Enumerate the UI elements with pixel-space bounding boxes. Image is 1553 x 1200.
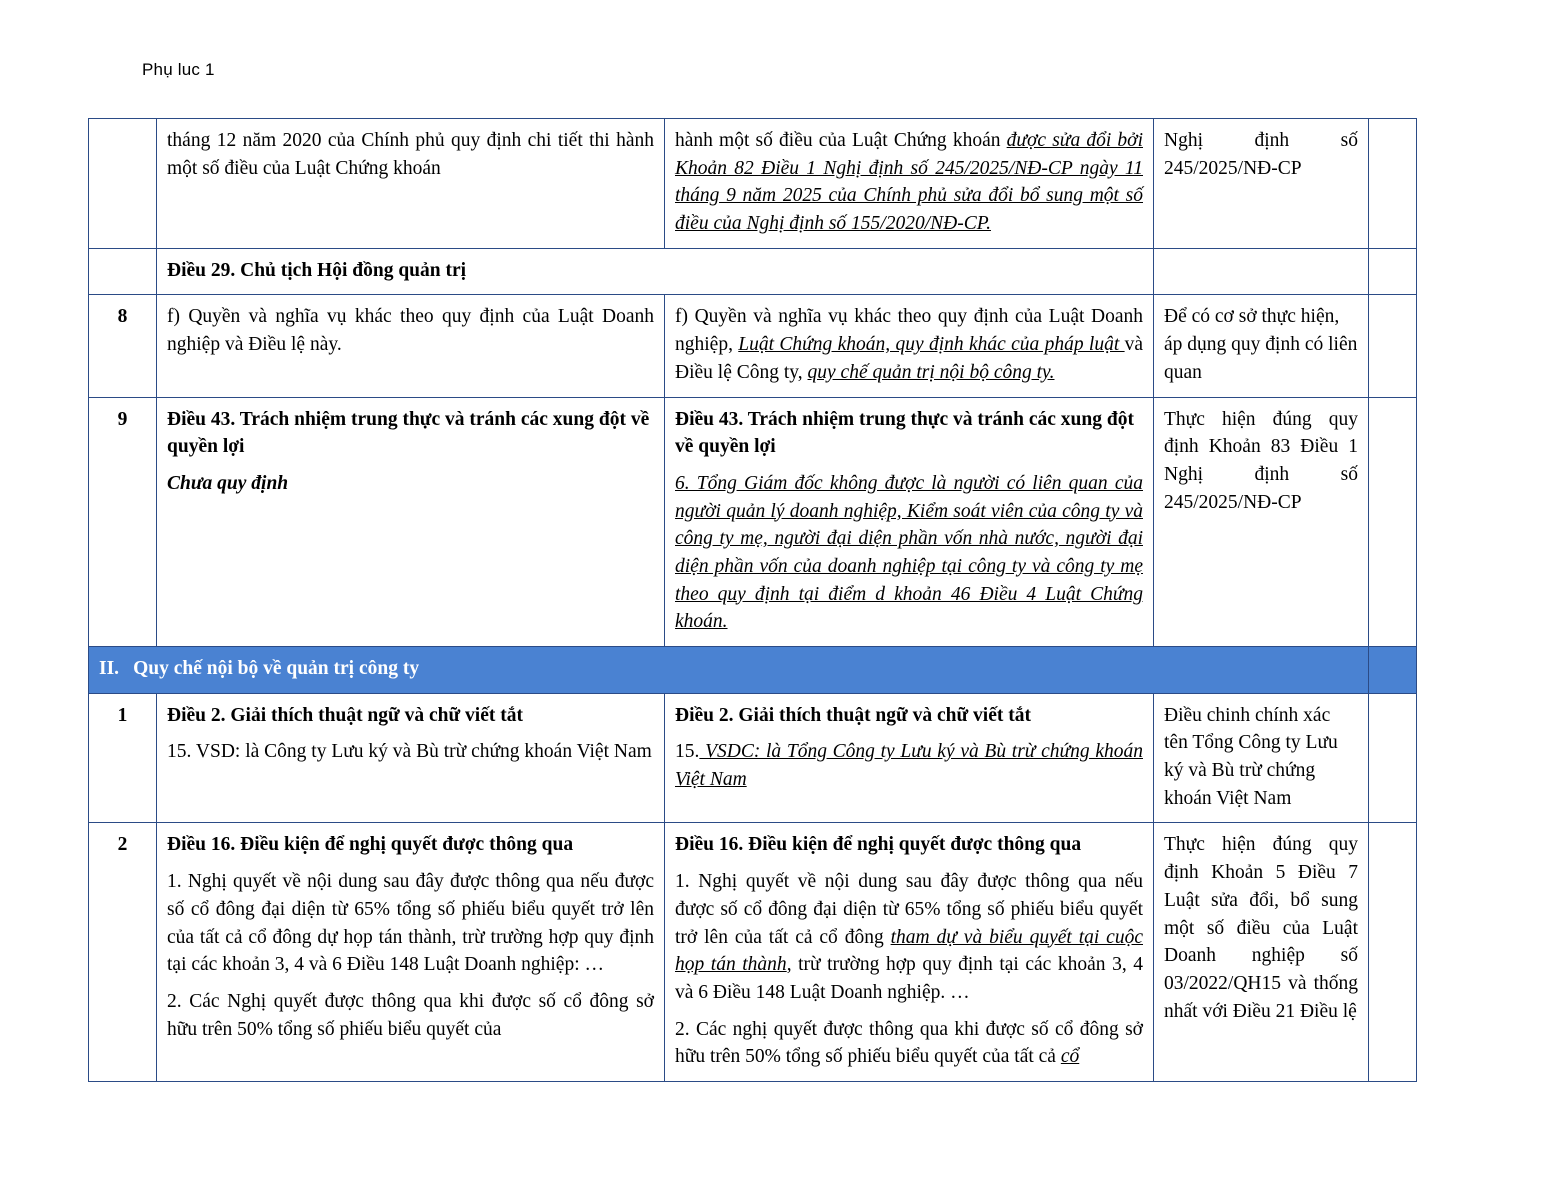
new-text-plain: , trừ trường hợp quy định tại các khoản 3, 4 và 6 Điều 148 Luật Doanh nghiệp. … xyxy=(675,954,1143,1003)
row-number xyxy=(89,248,157,295)
cell-new-content xyxy=(665,295,1154,397)
row-number: 1 xyxy=(89,693,157,823)
row-number xyxy=(89,119,157,249)
cell-new-content xyxy=(665,693,1154,823)
cell-old-content xyxy=(157,119,665,249)
comparison-table xyxy=(88,118,1417,1082)
new-text-inserted: tham dự và biểu quyết tại cuộc họp tán thành xyxy=(675,926,1143,976)
table-row xyxy=(89,693,1417,823)
cell-note xyxy=(1154,295,1369,397)
section-title: Quy chế nội bộ về quản trị công ty xyxy=(133,658,420,679)
new-paragraph xyxy=(675,470,1143,636)
cell-old-content xyxy=(157,693,665,823)
old-paragraph: 1. Nghị quyết về nội dung sau đây được thông qua nếu được số cổ đông đại diện từ 65% tổng số phiếu biểu quyết trở lên của tất cả cổ đông dự họp tán thành, trừ trường hợp quy định tại các khoản 3, 4 và 6 Điều 148 Luật Doanh nghiệp: … xyxy=(167,871,654,976)
section-number: II. xyxy=(99,658,120,679)
cell-spacer xyxy=(1369,647,1417,694)
table-row-section-band xyxy=(89,647,1417,694)
new-text-inserted: quy chế quản trị nội bộ công ty. xyxy=(807,361,1055,383)
new-text-plain: f) Quyền và nghĩa vụ khác theo quy định của Luật Doanh nghiệp, xyxy=(675,306,1143,356)
row-number: 9 xyxy=(89,397,157,647)
old-paragraph: tháng 12 năm 2020 của Chính phủ quy định chi tiết thi hành một số điều của Luật Chứng khoán xyxy=(167,130,654,179)
row-number: 8 xyxy=(89,295,157,397)
cell-note xyxy=(1154,119,1369,249)
old-article-heading: Điều 16. Điều kiện để nghị quyết được thông qua xyxy=(167,834,574,856)
cell-note xyxy=(1154,823,1369,1082)
new-paragraph xyxy=(675,303,1143,386)
old-article-heading: Điều 2. Giải thích thuật ngữ và chữ viết tắt xyxy=(167,704,523,726)
table-row xyxy=(89,823,1417,1082)
old-paragraph: 2. Các Nghị quyết được thông qua khi được số cổ đông sở hữu trên 50% tổng số phiếu biểu quyết của xyxy=(167,990,654,1040)
article-heading: Điều 29. Chủ tịch Hội đồng quản trị xyxy=(167,259,467,281)
new-article-heading: Điều 43. Trách nhiệm trung thực và tránh các xung đột về quyền lợi xyxy=(675,408,1134,458)
cell-spacer xyxy=(1369,823,1417,1082)
new-text-inserted: được sửa đổi bởi Khoản 82 Điều 1 Nghị định số 245/2025/NĐ-CP ngày 11 tháng 9 năm 2025 của Chính phủ sửa đổi bổ sung một số điều của Nghị định số 155/2020/NĐ-CP. xyxy=(675,130,1143,235)
cell-spacer xyxy=(1369,397,1417,647)
note-text: Để có cơ sở thực hiện, áp dụng quy định có liên quan xyxy=(1164,306,1358,383)
cell-new-content xyxy=(665,397,1154,647)
note-text: Thực hiện đúng quy định Khoản 83 Điều 1 Nghị định số 245/2025/NĐ-CP xyxy=(1164,408,1358,513)
new-text-plain: 2. Các nghị quyết được thông qua khi được số cổ đông sở hữu trên 50% tổng số phiếu biểu quyết của tất cả xyxy=(675,1018,1143,1068)
old-paragraph: 15. VSD: là Công ty Lưu ký và Bù trừ chứng khoán Việt Nam xyxy=(167,741,652,763)
new-text-inserted: VSDC: là Tổng Công ty Lưu ký và Bù trừ chứng khoán Việt Nam xyxy=(675,741,1143,791)
cell-old-content xyxy=(157,823,665,1082)
table-row xyxy=(89,119,1417,249)
note-text: Thực hiện đúng quy định Khoản 5 Điều 7 Luật sửa đổi, bổ sung một số điều của Luật Doanh nghiệp số 03/2022/QH15 và thống nhất với Điều 21 Điều lệ xyxy=(1164,834,1358,1022)
table-row xyxy=(89,397,1417,647)
table-row xyxy=(89,295,1417,397)
article-heading-cell xyxy=(157,248,1154,295)
note-text: Điều chinh chính xác tên Tổng Công ty Lưu ký và Bù trừ chứng khoán Việt Nam xyxy=(1164,704,1338,809)
new-text-inserted: 6. Tổng Giám đốc không được là người có liên quan của người quản lý doanh nghiệp, Kiểm soát viên của công ty và công ty mẹ, người đại diện phần vốn nhà nước, người đại diện phần vốn của doanh nghiệp tại công ty và công ty mẹ theo quy định tại điểm d khoản 46 Điều 4 Luật Chứng khoán. xyxy=(675,472,1143,633)
new-text-plain: 15. xyxy=(675,741,700,763)
cell-old-content xyxy=(157,397,665,647)
note-text: Nghị định số 245/2025/NĐ-CP xyxy=(1164,130,1358,179)
new-text-plain: và Điều lệ Công ty, xyxy=(675,334,1143,383)
new-text-inserted: Luật Chứng khoán, quy định khác của pháp luật xyxy=(738,334,1125,356)
new-text-inserted: cổ xyxy=(1060,1046,1080,1068)
page-title: Phụ luc 1 xyxy=(142,60,215,79)
cell-new-content xyxy=(665,119,1154,249)
cell-note xyxy=(1154,248,1369,295)
cell-spacer xyxy=(1369,119,1417,249)
old-article-heading: Điều 43. Trách nhiệm trung thực và tránh các xung đột về quyền lợi xyxy=(167,408,650,458)
cell-spacer xyxy=(1369,693,1417,823)
row-number: 2 xyxy=(89,823,157,1082)
section-band-cell xyxy=(89,647,1369,694)
new-text-plain: 1. Nghị quyết về nội dung sau đây được thông qua nếu được số cổ đông đại diện từ 65% tổng số phiếu biểu quyết trở lên của tất cả cổ đông xyxy=(675,871,1143,948)
new-paragraph xyxy=(675,127,1143,238)
new-paragraph xyxy=(675,1016,1143,1071)
cell-note xyxy=(1154,693,1369,823)
old-paragraph: f) Quyền và nghĩa vụ khác theo quy định của Luật Doanh nghiệp và Điều lệ này. xyxy=(167,306,654,356)
cell-note xyxy=(1154,397,1369,647)
table-row-article-heading xyxy=(89,248,1417,295)
new-article-heading: Điều 16. Điều kiện để nghị quyết được thông qua xyxy=(675,834,1082,856)
cell-old-content xyxy=(157,295,665,397)
new-article-heading: Điều 2. Giải thích thuật ngữ và chữ viết tắt xyxy=(675,704,1031,726)
new-paragraph xyxy=(675,738,1143,793)
old-note-italic: Chưa quy định xyxy=(167,472,289,494)
new-paragraph xyxy=(675,868,1143,1006)
new-text-plain: hành một số điều của Luật Chứng khoán xyxy=(675,130,1007,151)
cell-new-content xyxy=(665,823,1154,1082)
cell-spacer xyxy=(1369,248,1417,295)
cell-spacer xyxy=(1369,295,1417,397)
